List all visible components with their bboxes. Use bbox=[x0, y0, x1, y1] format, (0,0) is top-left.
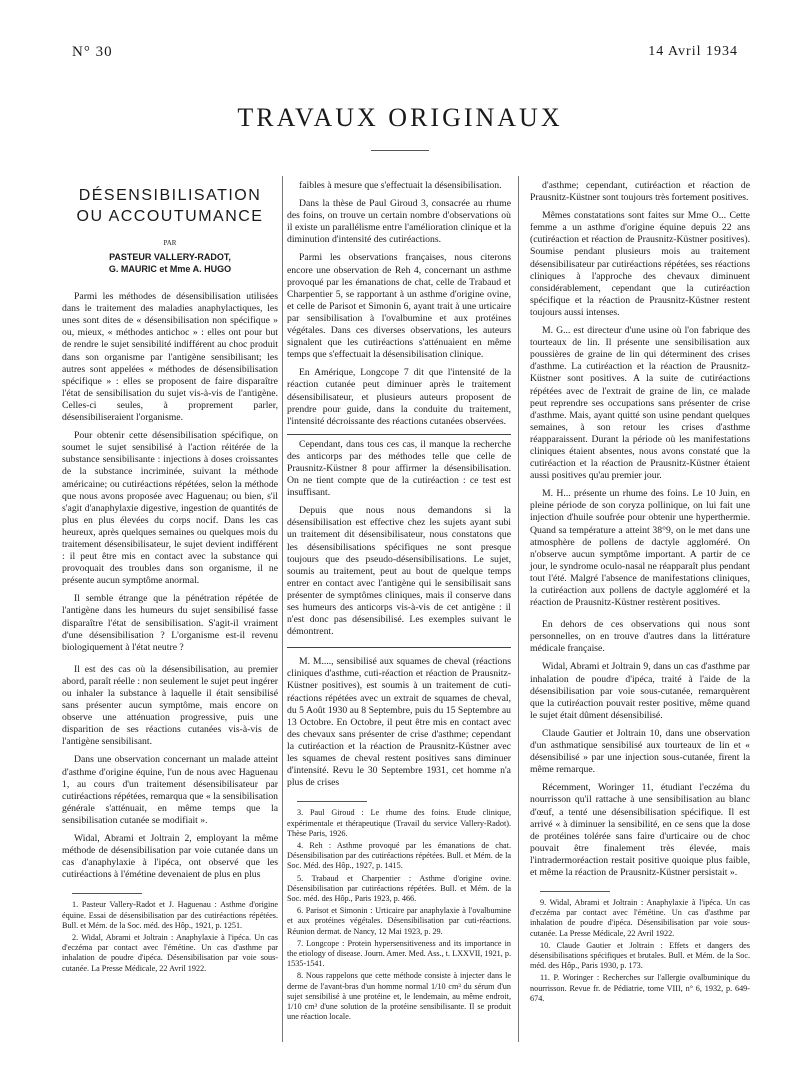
paragraph: En dehors de ces observations qui nous sont personnelles, on en trouve d'autres dans la littérature médicale française. bbox=[530, 619, 750, 655]
footnote: 2. Widal, Abrami et Joltrain : Anaphylaxie à l'ipéca. Un cas d'eczéma par contact avec l'émétine. Un cas d'asthme par inhalation de poudre d'ipéca. Désensibilisation par voie sous-cutanée. La Presse Médicale, 22 Avril 1922. bbox=[62, 933, 278, 973]
byline-par: PAR bbox=[163, 239, 177, 247]
paragraph: Widal, Abrami et Joltrain 2, employant la même méthode de désensibilisation par voie cutanée dans un cas d'anaphylaxie à l'ipéca, ont observé que les cutiréactions à l'émétine devenaient de plus en plus bbox=[62, 833, 278, 881]
article-title bbox=[62, 185, 278, 227]
column-1 bbox=[62, 177, 278, 976]
paragraph: Il est des cas où la désensibilisation, au premier abord, paraît réelle : non seulement le sujet peut ingérer ou inhaler la substance à laquelle il était sensibilisé sans présenter aucun symptôme, mais encore on observe une atténuation progressive, puis une disparition de ses réactions cutanées vis-à-vis de l'antigène sensibilisant. bbox=[62, 663, 278, 748]
footnote: 6. Parisot et Simonin : Urticaire par anaphylaxie à l'ovalbumine et aux protéines végétales. Désensibilisation par cuti-réactions. Réunion dermat. de Nancy, 12 Mai 1923, p. 29. bbox=[287, 906, 511, 936]
title-divider bbox=[371, 150, 429, 151]
column-divider bbox=[518, 176, 519, 1042]
authors bbox=[62, 251, 278, 275]
footnote: 5. Trabaud et Charpentier : Asthme d'origine ovine. Désensibilisation par cutiréactions répétées. Bull. et Mém. de la Soc. méd. des Hôp., Paris 1923, p. 466. bbox=[287, 873, 511, 903]
footnote-divider bbox=[297, 801, 367, 802]
footnote: 7. Longcope : Protein hypersensitiveness and its importance in the etiology of disease. Journ. Amer. Med. Ass., t. LXXVII, 1921, p. 1535-1541. bbox=[287, 938, 511, 969]
paragraph: Claude Gautier et Joltrain 10, dans une observation d'un asthmatique sensibilisé aux tourteaux de lin et « désensibilisé » par une injection sous-cutanée, firent la même remarque. bbox=[530, 727, 750, 776]
footnote-divider bbox=[72, 893, 142, 894]
footnote: 9. Widal, Abrami et Joltrain : Anaphylaxie à l'ipéca. Un cas d'eczéma par contact avec l'émétine. Un cas d'asthme par inhalation de poudre d'ipéca. Désensibilisation par voie sous-cutanée. La Presse Médicale, 22 Avril 1922. bbox=[530, 898, 750, 938]
column-divider bbox=[282, 176, 283, 1042]
paragraph: Mêmes constatations sont faites sur Mme O... Cette femme a un asthme d'origine équine depuis 22 ans (cutiréaction et réaction de Prausnitz-Küstner positives). Soumise pendant plusieurs mois au traitement désensibilisateur par cutiréactions répétées, ses réactions cliniques à l'approche des chevaux diminuent considérablement, cependant que la cutiréaction spécifique et la réaction de Prausnitz-Küstner restent toujours aussi intenses. bbox=[530, 210, 750, 318]
footnote: 10. Claude Gautier et Joltrain : Effets et dangers des désensibilisations spécifiques et brutales. Bull. et Mém. de la Soc. méd. des Hôp., Paris 1930, p. 173. bbox=[530, 940, 750, 971]
paragraph: Parmi les observations françaises, nous citerons encore une observation de Reh 4, concernant un asthme provoqué par les émanations de chat, celle de Trabaud et Charpentier 5, se rapportant à un asthme d'origine ovine, et celle de Parisot et Simonin 6, ayant trait à une urticaire par sensibilisation à l'ovalbumine et aux protéines végétales. Dans ces diverses observations, les auteurs signalent que les cutiréactions s'atténuaient en même temps que s'effectuait la désensibilisation clinique. bbox=[287, 252, 511, 361]
section-title: TRAVAUX ORIGINAUX bbox=[237, 103, 563, 132]
issue-number: N° 30 bbox=[72, 44, 113, 60]
paragraph: Depuis que nous nous demandons si la désensibilisation est effective chez les sujets ayant subi un traitement dit désensibilisateur, nous constatons que les désensibilisations spécifiques ne sont presque toujours que des pseudo-désensibilisations. Le sujet, soumis au traitement, peut au bout de quelque temps entrer en contact avec l'antigène qui le sensibilisait sans présenter de symptômes cliniques, mais il conserve dans ses humeurs des anticorps vis-à-vis de cet antigène : il n'est donc pas désensibilisé. Les exemples suivant le démontrent. bbox=[287, 505, 511, 638]
footnote: 1. Pasteur Vallery-Radot et J. Haguenau : Asthme d'origine équine. Essai de désensibilisation par des cutiréactions répétées. Bull. et Mém. de la Soc. méd. des Hôp., 1921, p. 1251. bbox=[62, 900, 278, 930]
paragraph: Widal, Abrami et Joltrain 9, dans un cas d'asthme par inhalation de poudre d'ipéca, traité à l'aide de la désensibilisation par voie sous-cutanée, remarquèrent que la cutiréaction pouvait rester positive, même quand le sujet était dûment désensibilisé. bbox=[530, 661, 750, 721]
issue-date: 14 Avril 1934 bbox=[648, 44, 738, 59]
paragraph: M. H... présente un rhume des foins. Le 10 Juin, en pleine période de son coryza pollinique, on lui fait une injection d'huile soufrée pour obtenir une hyperthermie. Quand sa température a atteint 38°9, on le met dans une atmosphère de pollens de dactyle aggloméré. On n'observe aucun symptôme important. A partir de ce jour, le syndrome oculo-nasal ne réapparaît plus pendant tout l'été. Malgré l'absence de manifestations cliniques, la cutiréaction aux pollens de dactyle aggloméré et la réaction de Prausnitz-Küstner restèrent positives. bbox=[530, 488, 750, 609]
column-3 bbox=[530, 180, 750, 1006]
footnote: 11. P. Woringer : Recherches sur l'allergie ovalbuminique du nourrisson. Revue fr. de Pédiatrie, tome VIII, n° 6, 1932, p. 649-674. bbox=[530, 973, 750, 1003]
footnote: 4. Reh : Asthme provoqué par les émanations de chat. Désensibilisation par des cutiréactions répétées. Bull. et Mém. de la Soc. Méd. des Hôp., 1927, p. 1415. bbox=[287, 840, 511, 871]
paragraph: Pour obtenir cette désensibilisation spécifique, on soumet le sujet sensibilisé à l'action réitérée de la substance sensibilisante : injections à doses croissantes de la substance incriminée, suivant la méthode américaine; ou cutiréactions répétées, selon la méthode que nous avons proposée avec Haguenau; ou bien, s'il s'agit d'anaphylaxie digestive, ingestion de quantités de plus en plus élevées du corps nocif. Dans les cas heureux, après quelques semaines ou quelques mois du traitement désensibilisateur, le sujet devient indifférent : il peut être mis en contact avec la substance qui provoquait des troubles dans son organisme, il ne présente aucun symptôme anormal. bbox=[62, 430, 278, 587]
paragraph: Parmi les méthodes de désensibilisation utilisées dans le traitement des maladies anaphylactiques, les unes sont dites de « désensibilisation non spécifique » ou, mieux, « méthodes antichoc » : elles ont pour but de rendre le sujet sensibilité indifférent au choc produit dans son organisme par l'antigène sensibilisant; les autres sont appelées « méthodes de désensibilisation spécifique » : elles se proposent de faire disparaître l'état de sensibilisation du sujet vis-à-vis de l'antigène. Celles-ci seules, à proprement parler, désensibiliseraient l'organisme. bbox=[62, 291, 278, 424]
footnote-divider bbox=[540, 891, 610, 892]
article-title-line: DÉSENSIBILISATION bbox=[78, 187, 262, 204]
article-title-line: OU ACCOUTUMANCE bbox=[76, 208, 264, 225]
column-2 bbox=[287, 180, 511, 1024]
paragraph: M. M...., sensibilisé aux squames de cheval (réactions cliniques d'asthme, cuti-réaction et réaction de Prausnitz-Küstner positives), est soumis à un traitement de cuti-réactions répétées avec un extrait de squames de cheval, du 5 Août 1930 au 8 Septembre, puis du 15 Septembre au 13 Octobre. En Octobre, il peut être mis en contact avec des chevaux sans présenter de crise d'asthme; cependant la cutiréaction et la réaction de Prausnitz-Küstner avec les squames de cheval restent positives sans diminuer d'intensité. Revu le 30 Septembre 1931, cet homme n'a plus de crises bbox=[287, 656, 511, 789]
paragraph: d'asthme; cependant, cutiréaction et réaction de Prausnitz-Küstner sont toujours très fortement positives. bbox=[530, 180, 750, 204]
footnote: 3. Paul Giroud : Le rhume des foins. Etude clinique, expérimentale et thérapeutique (Travail du service Vallery-Radot). Thèse Paris, 1926. bbox=[287, 808, 511, 838]
paragraph: Dans une observation concernant un malade atteint d'asthme d'origine équine, l'un de nous avec Haguenau 1, au cours d'un traitement désensibilisateur par cutiréactions répétées, remarqua que « la sensibilisation générale s'atténuait, en même temps que la sensibilisation cutanée se modifiait ». bbox=[62, 754, 279, 826]
paragraph: M. G... est directeur d'une usine où l'on fabrique des tourteaux de lin. Il présente une sensibilisation aux poussières de graine de lin qui déterminent des crises d'asthme. La cutiréaction et la réaction de Prausnitz-Küstner sont positives. A la suite de cutiréactions répétées avec de l'extrait de graine de lin, ce malade peut reprendre ses occupations sans présenter de crise d'asthme. Mais, ayant quitté son usine pendant quelques semaines, à son retour les crises d'asthme réapparaissent. Durant la période où les manifestations cliniques étaient absentes, nous avons constaté que la cutiréaction et la réaction de Prausnitz-Küstner étaient aussi positives qu'au premier jour. bbox=[530, 325, 750, 482]
paragraph: Dans la thèse de Paul Giroud 3, consacrée au rhume des foins, on trouve un certain nombre d'observations où il existe un parallélisme entre l'amélioration clinique et la diminution d'intensité des cutiréactions. bbox=[287, 198, 511, 246]
authors-line: PASTEUR VALLERY-RADOT, bbox=[109, 252, 231, 263]
paragraph: En Amérique, Longcope 7 dit que l'intensité de la réaction cutanée peut diminuer après le traitement désensibilisateur, et plusieurs auteurs proposent de prendre pour guide, dans la conduite du traitement, l'intensité décroissante des réactions cutanées observées. bbox=[287, 367, 511, 427]
paragraph: faibles à mesure que s'effectuait la désensibilisation. bbox=[299, 180, 502, 191]
paragraph: Il semble étrange que la pénétration répétée de l'antigène dans les humeurs du sujet sensibilisé fasse disparaître l'état de sensibilisation. S'agit-il vraiment d'une désensibilisation ? L'organisme est-il revenu biologiquement à l'état neutre ? bbox=[62, 593, 278, 653]
paragraph: Récemment, Woringer 11, étudiant l'eczéma du nourrisson qu'il rattache à une sensibilisation au blanc d'œuf, a tenté une désensibilisation spécifique. Il est arrivé « à diminuer la sensibilité, en ce sens que la dose de protéines tolérée sans faire d'urticaire ou de choc pouvait être finalement très élevée, mais l'intradermoréaction restait positive quoique plus faible, et même la réaction de Prausnitz-Küstner persistait ». bbox=[530, 782, 750, 878]
authors-line: G. MAURIC et Mme A. HUGO bbox=[108, 264, 232, 275]
footnote: 8. Nous rappelons que cette méthode consiste à injecter dans le derme de l'avant-bras d'un homme normal 1/10 cm³ du sérum d'un sujet sensibilisé à une protéine et, le lendemain, au même endroit, 1/10 cm³ d'une solution de la protéine sensibilisante. Il se produit une réaction locale. bbox=[287, 971, 511, 1022]
highlighted-block bbox=[287, 434, 511, 649]
paragraph: Cependant, dans tous ces cas, il manque la recherche des anticorps par des méthodes telle que celle de Prausnitz-Küstner 8 pour affirmer la désensibilisation. On ne tient compte que de la cutiréaction : ce test est insuffisant. bbox=[287, 438, 511, 499]
